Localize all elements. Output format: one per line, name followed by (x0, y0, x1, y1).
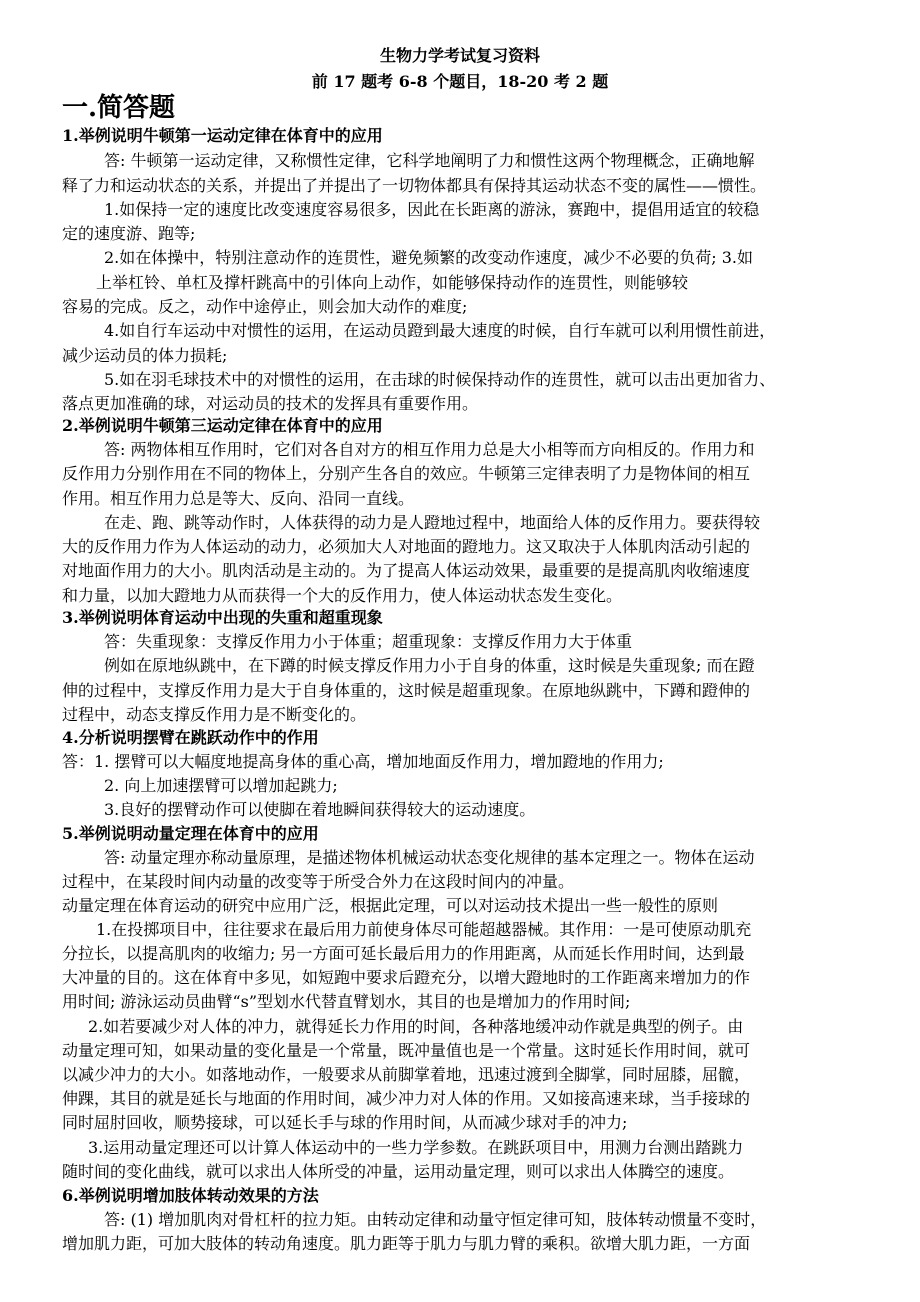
question-heading: 2.举例说明牛顿第三运动定律在体育中的应用 (62, 416, 383, 435)
paragraph-line: 1.在投掷项目中，往往要求在最后用力前使身体尽可能超越器械。其作用：一是可使原动肌充 (96, 920, 752, 939)
doc-title: 生物力学考试复习资料 (379, 46, 540, 65)
paragraph-line: 和力量，以加大蹬地力从而获得一个大的反作用力，使人体运动状态发生变化。 (62, 586, 623, 605)
paragraph-line: 答: 动量定理亦称动量原理，是描述物体机械运动状态变化规律的基本定理之一。物体在运动 (104, 848, 755, 867)
paragraph-line: 对地面作用力的大小。肌肉活动是主动的。为了提高人体运动效果，最重要的是提高肌肉收缩速度 (62, 561, 751, 580)
paragraph-line: 答：1. 摆臂可以大幅度地提高身体的重心高，增加地面反作用力，增加蹬地的作用力; (62, 752, 664, 771)
paragraph-line: 答：失重现象：支撑反作用力小于体重；超重现象：支撑反作用力大于体重 (104, 632, 633, 651)
paragraph-line: 增加肌力距，可加大肢体的转动角速度。肌力距等于肌力与肌力臂的乘积。欲增大肌力距，一方面 (62, 1234, 751, 1253)
paragraph-line: 例如在原地纵跳中，在下蹲的时候支撑反作用力小于自身的体重，这时候是失重现象; 而在蹬 (104, 656, 755, 675)
paragraph-line: 动量定理可知，如果动量的变化量是一个常量，既冲量值也是一个常量。这时延长作用时间，就可 (62, 1041, 751, 1060)
paragraph-line: 作用。相互作用力总是等大、反向、沿同一直线。 (62, 489, 415, 508)
question-heading: 3.举例说明体育运动中出现的失重和超重现象 (62, 608, 383, 627)
section-heading: 一.简答题 (62, 93, 176, 123)
paragraph-line: 随时间的变化曲线，就可以求出人体所受的冲量，运用动量定理，则可以求出人体腾空的速度。 (62, 1162, 735, 1181)
doc-subtitle: 前 17 题考 6-8 个题目，18-20 考 2 题 (311, 72, 609, 91)
paragraph-line: 2.如在体操中，特别注意动作的连贯性，避免频繁的改变动作速度，减少不必要的负荷; 3.如 (104, 248, 754, 267)
paragraph-line: 在走、跑、跳等动作时，人体获得的动力是人蹬地过程中，地面给人体的反作用力。要获得较 (104, 513, 761, 532)
paragraph-line: 分拉长，以提高肌肉的收缩力; 另一方面可延长最后用力的作用距离，从而延长作用时间，达到最 (62, 944, 745, 963)
paragraph-line: 2. 向上加速摆臂可以增加起跳力; (104, 776, 338, 795)
paragraph-line: 3.运用动量定理还可以计算人体运动中的一些力学参数。在跳跃项目中，用测力台测出踏跳力 (88, 1138, 744, 1157)
paragraph-line: 容易的完成。反之，动作中途停止，则会加大动作的难度; (62, 297, 468, 316)
paragraph-line: 伸踝，其目的就是延长与地面的作用时间，减少冲力对人体的作用。又如接高速来球，当手接球的 (62, 1089, 751, 1108)
paragraph-line: 上举杠铃、单杠及撑杆跳高中的引体向上动作，如能够保持动作的连贯性，则能够较 (96, 273, 689, 292)
paragraph-line: 动量定理在体育运动的研究中应用广泛，根据此定理，可以对运动技术提出一些一般性的原则 (62, 896, 719, 915)
paragraph-line: 同时屈肘回收，顺势接球，可以延长手与球的作用时间，从而减少球对手的冲力; (62, 1113, 628, 1132)
question-heading: 1.举例说明牛顿第一运动定律在体育中的应用 (62, 126, 383, 145)
paragraph-line: 用时间; 游泳运动员曲臂“s”型划水代替直臂划水，其目的也是增加力的作用时间; (62, 992, 631, 1011)
paragraph-line: 以减少冲力的大小。如落地动作，一般要求从前脚掌着地，迅速过渡到全脚掌，同时屈膝，屈髋， (62, 1065, 751, 1084)
paragraph-line: 释了力和运动状态的关系，并提出了并提出了一切物体都具有保持其运动状态不变的属性——惯性。 (62, 176, 767, 195)
paragraph-line: 反作用力分别作用在不同的物体上，分别产生各自的效应。牛顿第三定律表明了力是物体间的相互 (62, 464, 751, 483)
paragraph-line: 过程中，动态支撑反作用力是不断变化的。 (62, 705, 367, 724)
paragraph-line: 大的反作用力作为人体运动的动力，必须加大人对地面的蹬地力。这又取决于人体肌肉活动引起的 (62, 537, 751, 556)
paragraph-line: 过程中，在某段时间内动量的改变等于所受合外力在这段时间内的冲量。 (62, 872, 575, 891)
paragraph-line: 减少运动员的体力损耗; (62, 346, 228, 365)
paragraph-line: 伸的过程中，支撑反作用力是大于自身体重的，这时候是超重现象。在原地纵跳中，下蹲和蹬伸的 (62, 681, 751, 700)
question-heading: 4.分析说明摆臂在跳跃动作中的作用 (62, 728, 319, 747)
paragraph-line: 定的速度游、跑等; (62, 224, 196, 243)
paragraph-line: 大冲量的目的。这在体育中多见，如短跑中要求后蹬充分，以增大蹬地时的工作距离来增加力的作 (62, 968, 751, 987)
paragraph-line: 1.如保持一定的速度比改变速度容易很多，因此在长距离的游泳，赛跑中，提倡用适宜的较稳 (104, 200, 760, 219)
paragraph-line: 答: 牛顿第一运动定律，又称惯性定律，它科学地阐明了力和惯性这两个物理概念，正确地解 (104, 151, 755, 170)
paragraph-line: 5.如在羽毛球技术中的对惯性的运用，在击球的时候保持动作的连贯性，就可以击出更加省力、 (104, 370, 776, 389)
paragraph-line: 2.如若要减少对人体的冲力，就得延长力作用的时间，各种落地缓冲动作就是典型的例子。由 (88, 1017, 744, 1036)
question-heading: 5.举例说明动量定理在体育中的应用 (62, 824, 319, 843)
paragraph-line: 落点更加准确的球，对运动员的技术的发挥具有重要作用。 (62, 394, 479, 413)
paragraph-line: 答: (1) 增加肌肉对骨杠杆的拉力矩。由转动定律和动量守恒定律可知，肢体转动惯量不变时， (104, 1210, 767, 1229)
paragraph-line: 答: 两物体相互作用时，它们对各自对方的相互作用力总是大小相等而方向相反的。作用力和 (104, 440, 755, 459)
paragraph-line: 3.良好的摆臂动作可以使脚在着地瞬间获得较大的运动速度。 (104, 800, 536, 819)
paragraph-line: 4.如自行车运动中对惯性的运用，在运动员蹬到最大速度的时候，自行车就可以利用惯性前进， (104, 321, 776, 340)
question-heading: 6.举例说明增加肢体转动效果的方法 (62, 1186, 319, 1205)
